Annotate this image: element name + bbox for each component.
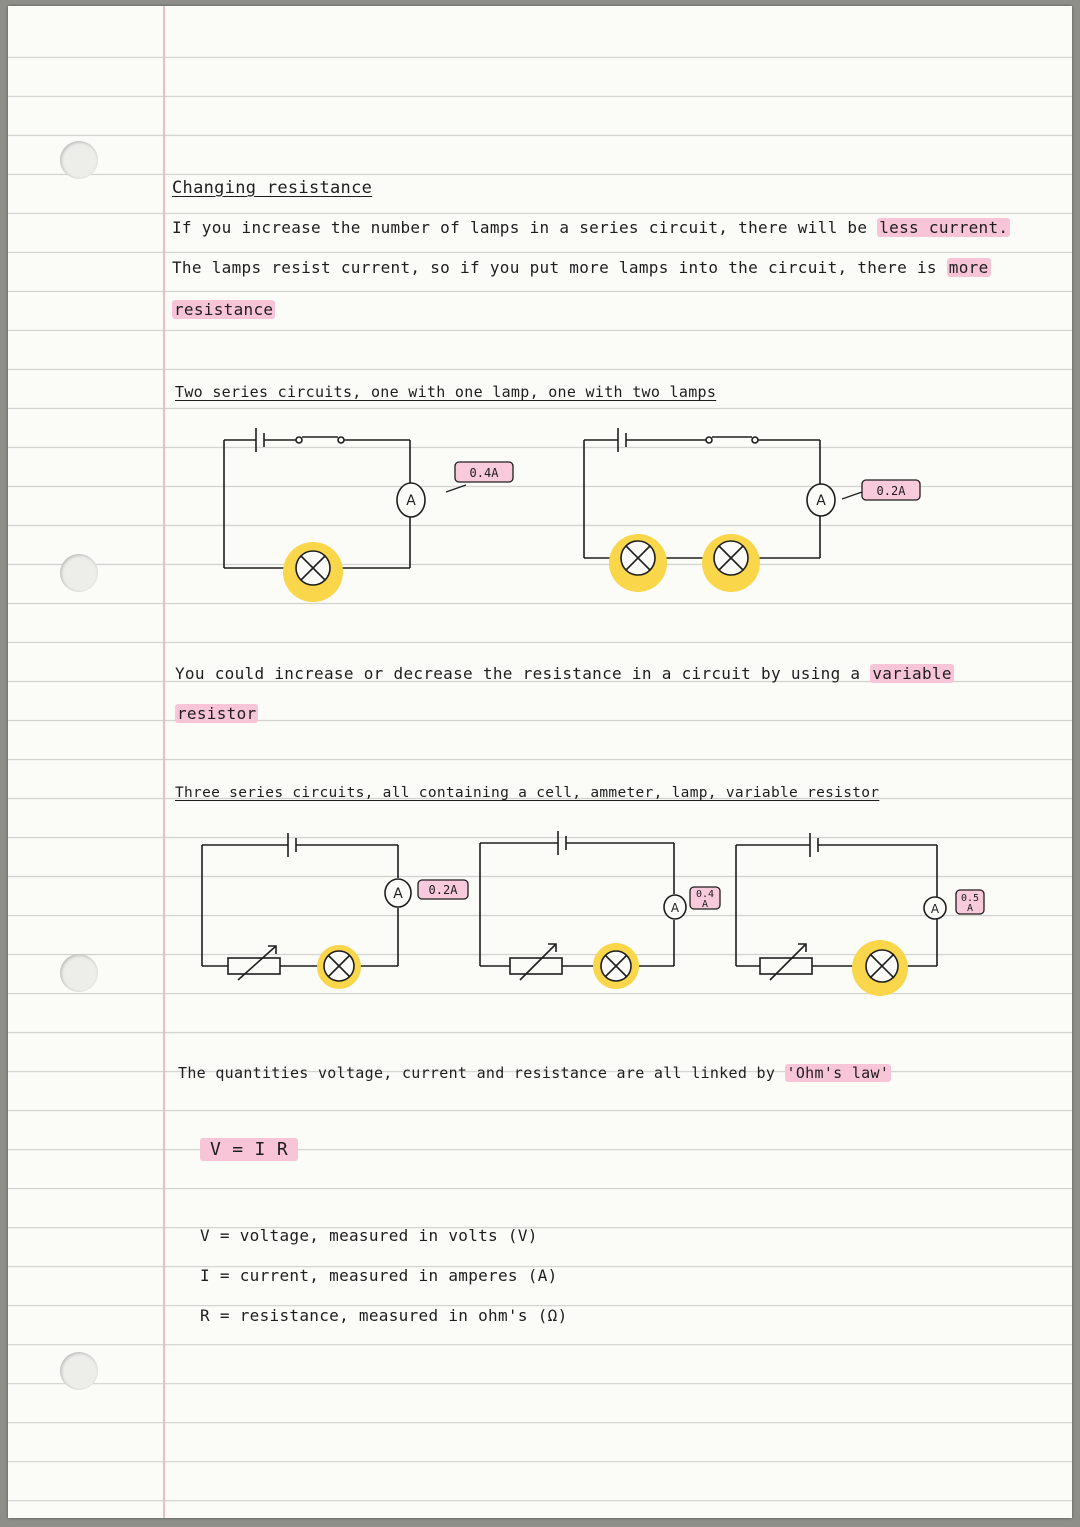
- ammeter-label: A: [816, 493, 826, 509]
- highlighted-text: more: [948, 258, 989, 277]
- definition-text: = resistance, measured in ohm's (Ω): [219, 1306, 568, 1325]
- diagram-caption: Two series circuits, one with one lamp, one with two lamps: [175, 383, 717, 401]
- paragraph-line: [175, 664, 954, 683]
- text-span: If you increase the number of lamps in a series circuit, there will be: [172, 218, 868, 237]
- ohms-law-formula: V = I R: [200, 1138, 298, 1161]
- ammeter-reading: 0.2A: [876, 484, 906, 498]
- ammeter-reading: 0.2A: [428, 883, 458, 897]
- circuit-variable-resistor-1: [202, 833, 468, 989]
- ammeter-reading-unit: A: [966, 903, 974, 914]
- definition-text: = voltage, measured in volts (V): [219, 1226, 538, 1245]
- diagram-caption: Three series circuits, all containing a cell, ammeter, lamp, variable resistor: [175, 785, 880, 801]
- ammeter-reading: 0.4A: [469, 466, 499, 480]
- definition-line: [200, 1226, 538, 1245]
- circuit-variable-resistor-3: [736, 833, 984, 996]
- highlighted-text: resistor: [177, 704, 257, 723]
- ammeter-label: A: [930, 902, 940, 916]
- ammeter-reading: 0.5: [960, 893, 980, 904]
- ammeter-label: A: [393, 886, 403, 902]
- paragraph-line: [175, 704, 258, 723]
- definition-symbol: R: [200, 1306, 210, 1325]
- ammeter-label: A: [670, 901, 680, 915]
- circuit-two-lamps: [584, 428, 920, 592]
- highlighted-text: less current.: [879, 218, 1009, 237]
- text-span: The quantities voltage, current and resistance are all linked by: [178, 1064, 776, 1082]
- highlighted-text: 'Ohm's law': [786, 1064, 890, 1082]
- definition-symbol: I: [200, 1266, 210, 1285]
- paragraph-line: [178, 1064, 891, 1082]
- definition-text: = current, measured in amperes (A): [219, 1266, 558, 1285]
- ammeter-label: A: [406, 493, 416, 509]
- section-heading: Changing resistance: [172, 178, 373, 198]
- definition-line: [200, 1306, 568, 1325]
- text-span: You could increase or decrease the resistance in a circuit by using a: [175, 664, 861, 683]
- ammeter-reading: 0.4: [695, 889, 715, 900]
- circuit-one-lamp: [224, 428, 513, 602]
- circuit-variable-resistor-2: [480, 831, 720, 989]
- highlighted-text: resistance: [174, 300, 274, 319]
- ammeter-reading-unit: A: [701, 899, 709, 910]
- definition-line: [200, 1266, 558, 1285]
- highlighted-text: variable: [872, 664, 952, 683]
- definition-symbol: V: [200, 1226, 210, 1245]
- text-span: The lamps resist current, so if you put more lamps into the circuit, there is: [172, 258, 937, 277]
